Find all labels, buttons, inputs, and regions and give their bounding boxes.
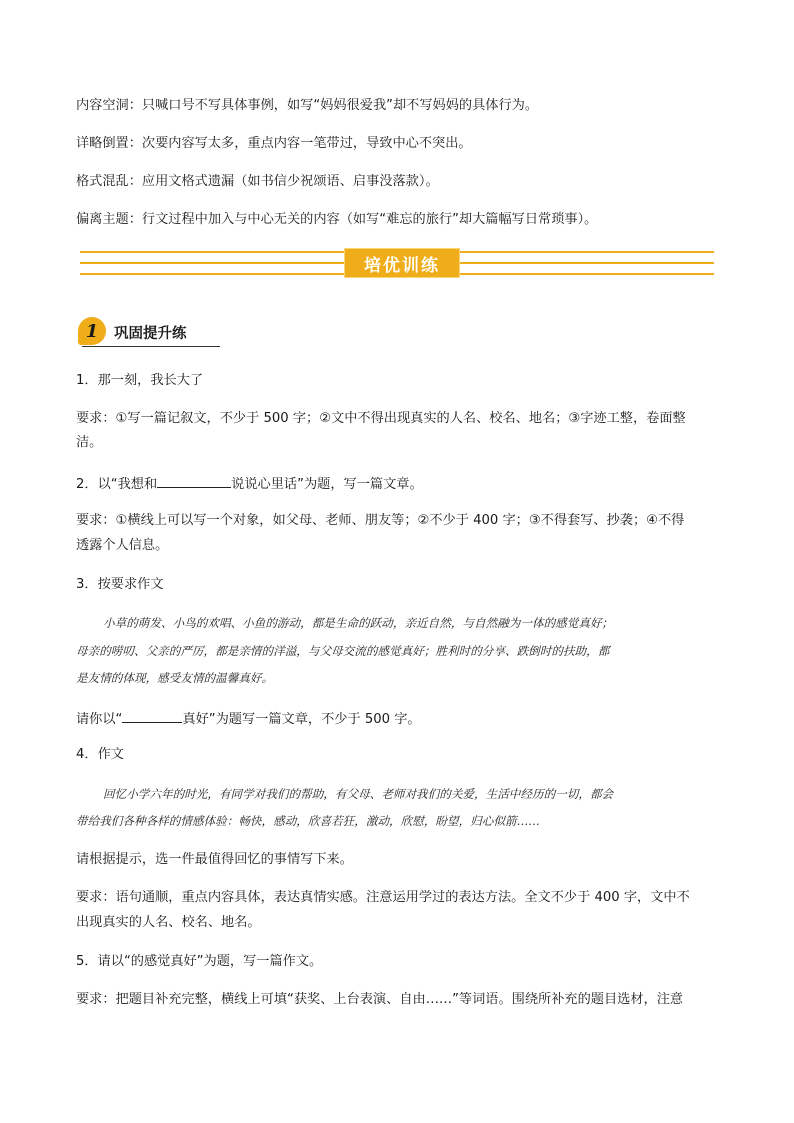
- question-3-passage-line-1: 小草的萌发、小鸟的欢唱、小鱼的游动，都是生命的跃动，亲近自然，与自然融为一体的感觉真好；: [103, 616, 614, 630]
- intro-line-off-topic: 偏离主题：行文过程中加入与中心无关的内容（如写“难忘的旅行”却大篇幅写日常琐事）。: [76, 212, 598, 227]
- intro-line-detail-inverted: 详略倒置：次要内容写太多，重点内容一笔带过，导致中心不突出。: [76, 136, 472, 151]
- question-3-prompt-pre: 请你以“: [76, 712, 123, 727]
- question-4-title: 4．作文: [76, 747, 124, 762]
- sub-heading-underline: [82, 346, 220, 348]
- question-4-requirement-line-2: 出现真实的人名、校名、地名。: [76, 915, 261, 930]
- question-4-requirement-line-1: 要求：语句通顺，重点内容具体，表达真情实感。注意运用学过的表达方法。全文不少于 400 字，文中不: [76, 890, 690, 905]
- question-2-title-pre: 2．以“我想和: [76, 477, 158, 492]
- question-1-requirement-line-1: 要求：①写一篇记叙文，不少于 500 字；②文中不得出现真实的人名、校名、地名；③字迹工整，卷面整: [76, 411, 686, 426]
- question-1-requirement-line-2: 洁。: [76, 435, 103, 450]
- question-5-title: 5．请以“的感觉真好”为题，写一篇作文。: [76, 954, 323, 969]
- question-2-requirement-line-1: 要求：①横线上可以写一个对象，如父母、老师、朋友等；②不少于 400 字；③不得套写、抄袭；④不得: [76, 513, 685, 528]
- question-4-passage-line-1: 回忆小学六年的时光，有同学对我们的帮助，有父母、老师对我们的关爱，生活中经历的一切，都会: [103, 787, 614, 801]
- question-2-requirement-line-2: 透露个人信息。: [76, 538, 169, 553]
- question-3-passage-line-3: 是友情的体现，感受友情的温馨真好。: [76, 671, 274, 685]
- sub-heading-label: 巩固提升练: [114, 326, 187, 342]
- question-4-passage-line-2: 带给我们各种各样的情感体验：畅快，感动，欣喜若狂，激动，欣慰，盼望，归心似箭……: [76, 814, 540, 828]
- section-banner-title: 培优训练: [344, 248, 460, 278]
- question-2-fill-blank: [157, 473, 231, 488]
- intro-line-format-chaos: 格式混乱：应用文格式遗漏（如书信少祝颂语、启事没落款）。: [76, 174, 439, 189]
- question-3-prompt-post: 真好”为题写一篇文章，不少于 500 字。: [182, 712, 421, 727]
- question-3-passage-line-2: 母亲的唠叨、父亲的严厉，都是亲情的洋溢，与父母交流的感觉真好；胜利时的分享、跌倒时的扶助，都: [76, 644, 610, 658]
- question-3-title: 3．按要求作文: [76, 577, 164, 592]
- section-banner: [80, 248, 714, 278]
- question-4-prompt: 请根据提示，选一件最值得回忆的事情写下来。: [76, 852, 353, 867]
- question-3-fill-blank: [122, 708, 182, 723]
- question-2-title: [76, 473, 718, 494]
- question-5-requirement-line-1: 要求：把题目补充完整，横线上可填“获奖、上台表演、自由……”等词语。围绕所补充的题目选材，注意: [76, 992, 684, 1007]
- question-1-title: 1．那一刻，我长大了: [76, 373, 204, 388]
- question-2-title-post: 说说心里话”为题，写一篇文章。: [231, 477, 423, 492]
- sub-heading: [74, 317, 220, 347]
- intro-line-content-empty: 内容空洞：只喊口号不写具体事例，如写“妈妈很爱我”却不写妈妈的具体行为。: [76, 98, 539, 113]
- sub-heading-number: 1: [78, 317, 106, 345]
- question-3-prompt: [76, 708, 718, 729]
